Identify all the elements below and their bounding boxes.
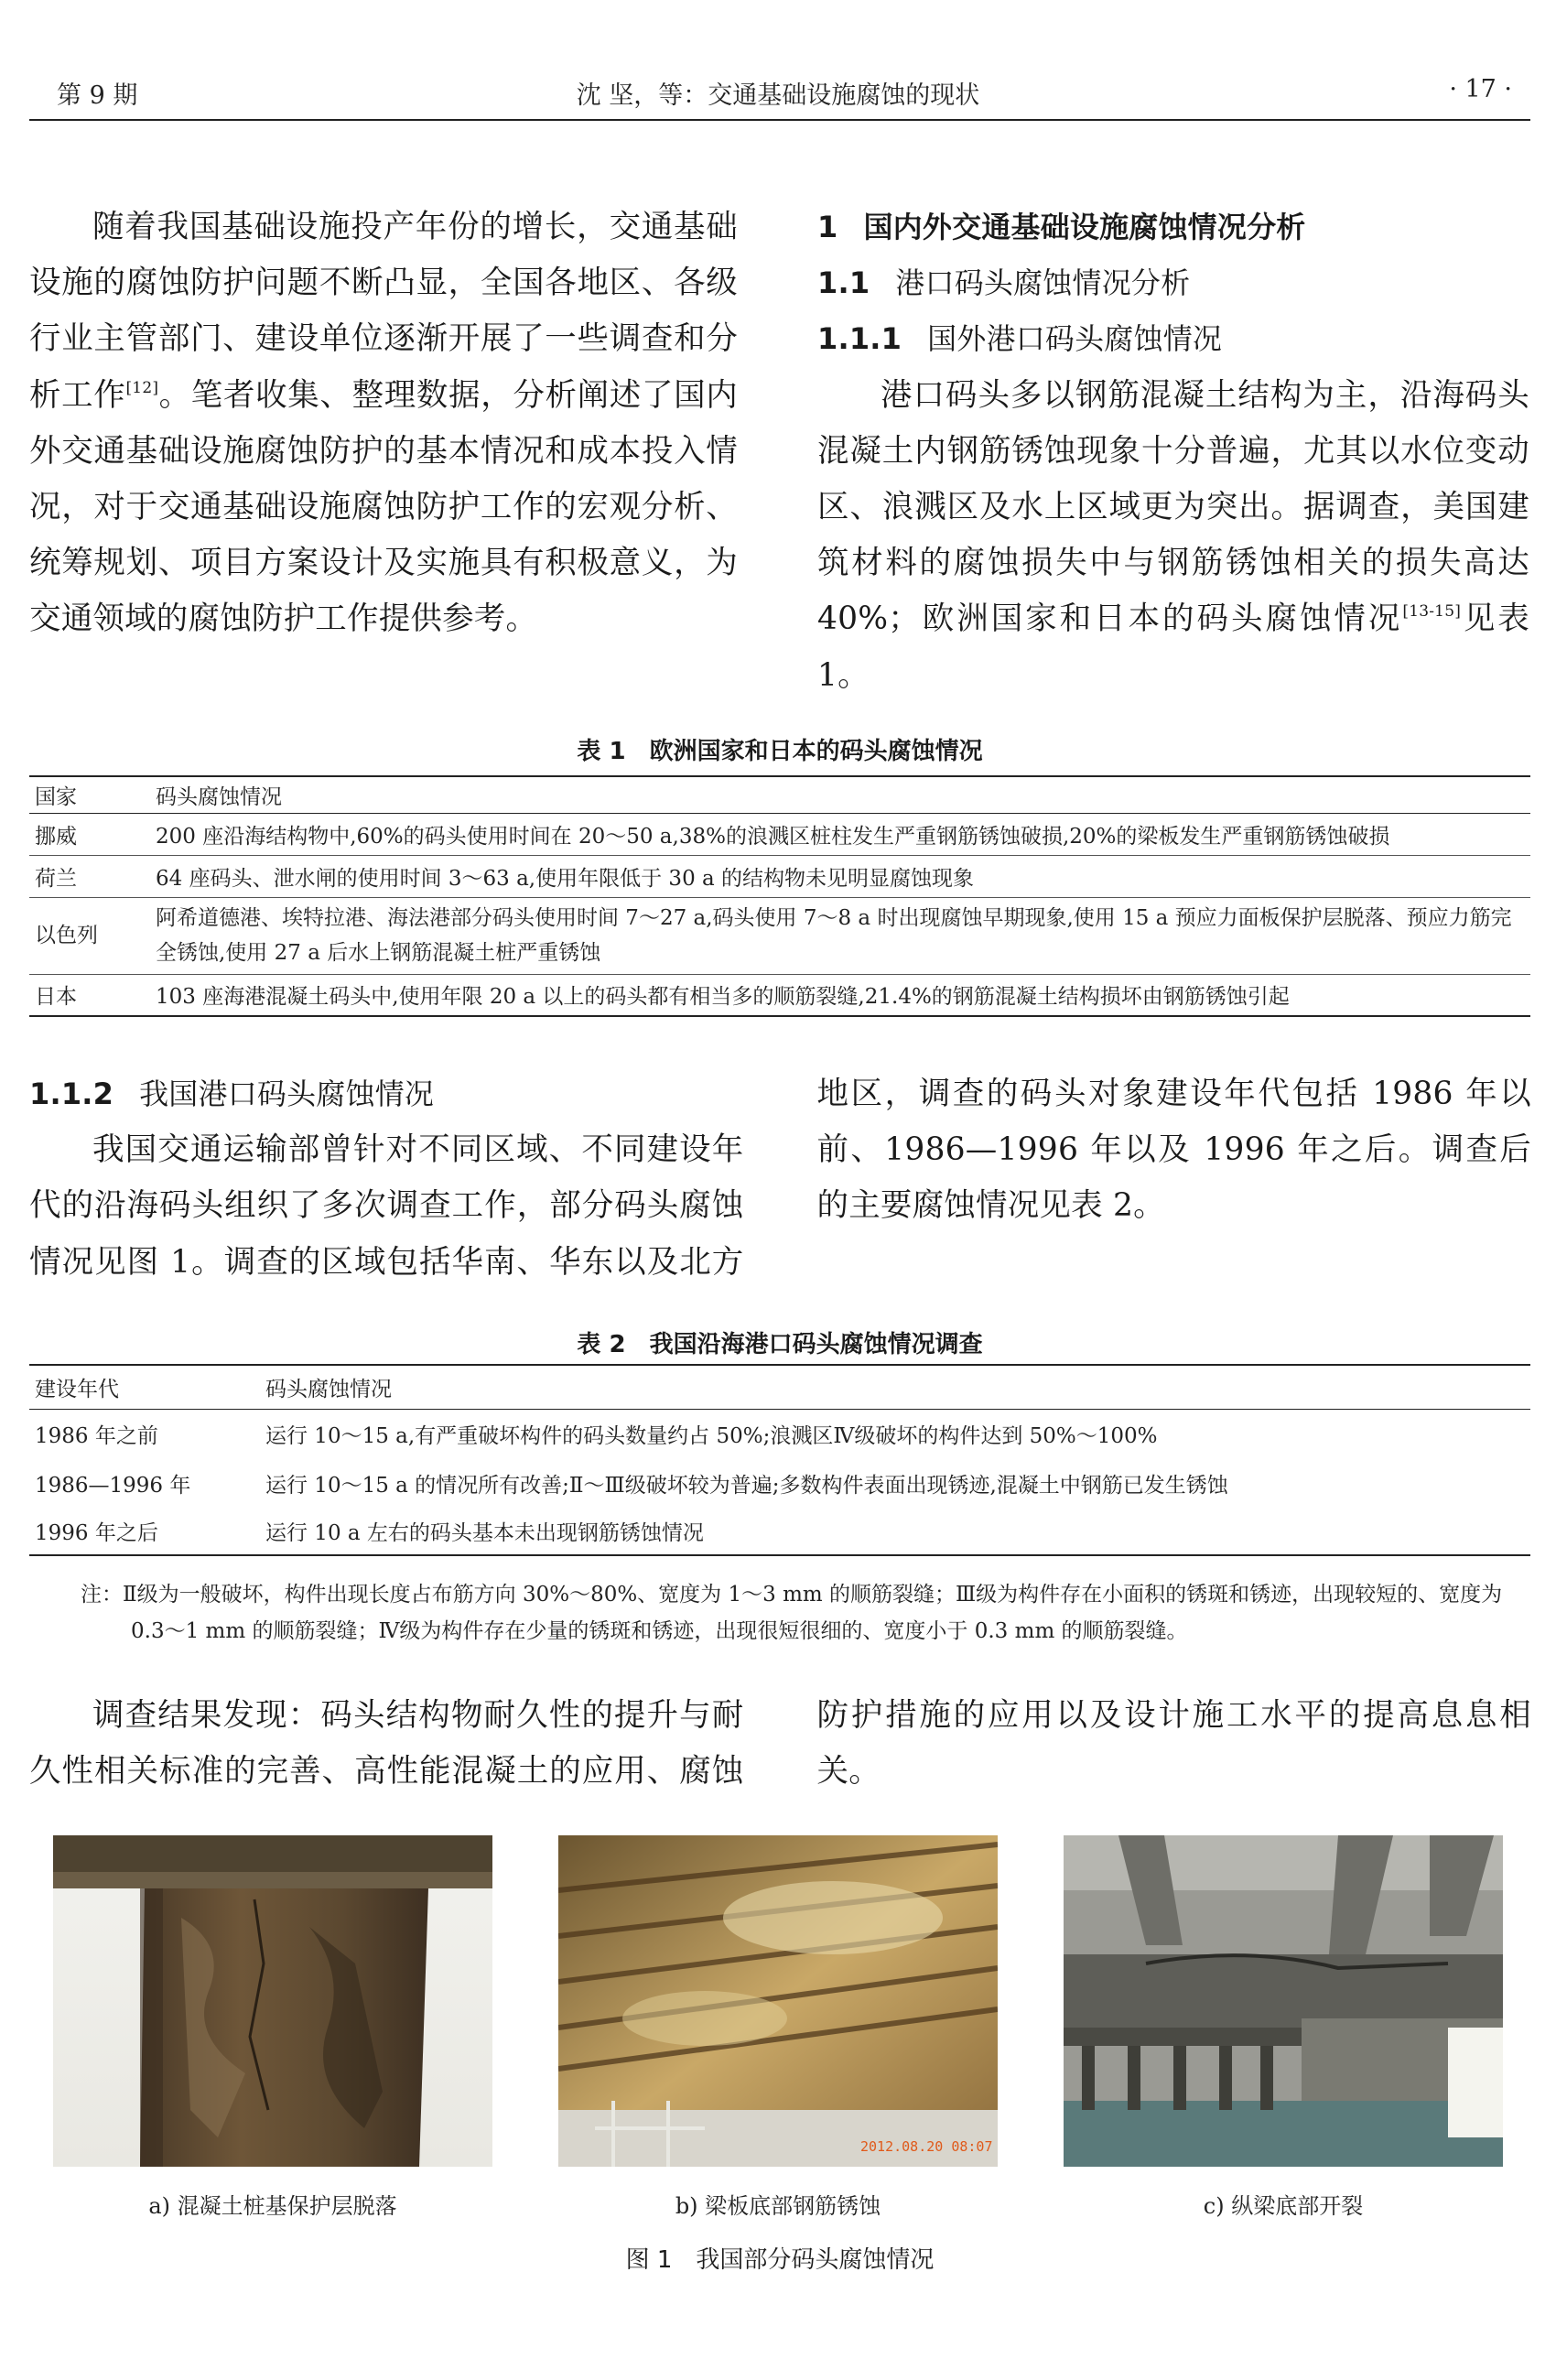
section-1-1-heading bbox=[817, 255, 1529, 311]
table-row bbox=[29, 897, 1530, 974]
page-number: · 17 · bbox=[1449, 75, 1512, 103]
para-b: 见表 1。 bbox=[817, 600, 1530, 694]
table-cell: 日本 bbox=[35, 985, 77, 1010]
table-cell: 阿希道德港、埃特拉港、海法港部分码头使用时间 7～27 a,码头使用 7～8 a 时出现腐蚀早期现象,使用 15 a 预应力面板保护层脱落、预应力筋完全锈蚀,使用 27 a 后水上钢筋混凝土桩严重锈蚀 bbox=[156, 906, 1512, 965]
section-1-1-2-block bbox=[29, 1066, 1531, 1291]
section-1-1-1-heading bbox=[817, 311, 1529, 367]
figure-1a-caption: a) 混凝土桩基保护层脱落 bbox=[148, 2193, 397, 2219]
para-a: 港口码头多以钢筋混凝土结构为主，沿海码头混凝土内钢筋锈蚀现象十分普遍，尤其以水位变动区、浪溅区及水上区域更为突出。据调查，美国建筑材料的腐蚀损失中与钢筋锈蚀相关的损失高达 40%；欧洲国家和日本的码头腐蚀情况 bbox=[817, 376, 1529, 638]
table-cell: 103 座海港混凝土码头中,使用年限 20 a 以上的码头都有相当多的顺筋裂缝,21.4%的钢筋混凝土结构损坏由钢筋锈蚀引起 bbox=[156, 985, 1290, 1010]
section-1-block bbox=[817, 200, 1529, 704]
table-cell: 1986 年之前 bbox=[35, 1423, 158, 1448]
table-row bbox=[29, 974, 1530, 1016]
photo-b-slab-rebar-corrosion bbox=[558, 1835, 998, 2167]
table-1 bbox=[29, 775, 1530, 1017]
table-cell: 运行 10 a 左右的码头基本未出现钢筋锈蚀情况 bbox=[265, 1521, 704, 1545]
photo-c-drawing bbox=[1064, 1835, 1503, 2167]
section-1-1-2-number: 1.1.2 bbox=[29, 1076, 114, 1111]
table-cell: 64 座码头、泄水闸的使用时间 3～63 a,使用年限低于 30 a 的结构物未见明显腐蚀现象 bbox=[156, 866, 975, 891]
table-header-row bbox=[29, 1365, 1530, 1409]
table-cell: 1996 年之后 bbox=[35, 1521, 158, 1545]
table-cell: 运行 10～15 a 的情况所有改善;Ⅱ～Ⅲ级破坏较为普遍;多数构件表面出现锈迹,混凝土中钢筋已发生锈蚀 bbox=[265, 1473, 1228, 1498]
figure-1c-caption: c) 纵梁底部开裂 bbox=[1203, 2193, 1364, 2219]
table-header-cell: 码头腐蚀情况 bbox=[156, 784, 282, 809]
section-1-1-2-heading bbox=[29, 1066, 744, 1122]
photo-a-pile-spalling bbox=[53, 1835, 492, 2167]
journal-issue: 第 9 期 bbox=[57, 81, 138, 110]
section-1-number: 1 bbox=[817, 210, 838, 244]
intro-text-a: 随着我国基础设施投产年份的增长，交通基础设施的腐蚀防护问题不断凸显，全国各地区、各级行业主管部门、建设单位逐渐开展了一些调查和分析工作 bbox=[29, 209, 738, 414]
table-header-cell: 建设年代 bbox=[35, 1377, 119, 1401]
table-cell: 运行 10～15 a,有严重破坏构件的码头数量约占 50%;浪溅区Ⅳ级破坏的构件达到 50%～100% bbox=[265, 1423, 1158, 1448]
section-1-1-number: 1.1 bbox=[817, 265, 870, 301]
table-cell: 以色列 bbox=[35, 924, 98, 947]
section-1-1-1-number: 1.1.1 bbox=[817, 321, 902, 357]
figure-1b-caption: b) 梁板底部钢筋锈蚀 bbox=[675, 2193, 881, 2219]
table-row bbox=[29, 813, 1530, 855]
section-1-heading bbox=[817, 200, 1529, 255]
section-1-1-title: 港口码头腐蚀情况分析 bbox=[895, 265, 1191, 301]
running-title: 沈 坚，等：交通基础设施腐蚀的现状 bbox=[576, 81, 980, 110]
table-row bbox=[29, 1458, 1530, 1508]
table-row bbox=[29, 1409, 1530, 1458]
conclusion-block bbox=[29, 1688, 1531, 1807]
section-1-1-1-paragraph bbox=[817, 368, 1529, 704]
table-2-note: 注：Ⅱ级为一般破坏，构件出现长度占布筋方向 30%～80%、宽度为 1～3 mm 的顺筋裂缝；Ⅲ级为构件存在小面积的锈斑和锈迹，出现较短的、宽度为 0.3～1 mm 的顺筋裂缝；Ⅳ级为构件存在少量的锈斑和锈迹，出现很短很细的、宽度小于 0.3 mm 的顺筋裂缝。 bbox=[81, 1583, 1503, 1643]
table-1-caption: 表 1 欧洲国家和日本的码头腐蚀情况 bbox=[577, 738, 983, 765]
para-ref: [13-15] bbox=[1402, 602, 1462, 622]
section-1-1-2-title: 我国港口码头腐蚀情况 bbox=[139, 1076, 435, 1111]
figure-1-caption: 图 1 我国部分码头腐蚀情况 bbox=[625, 2246, 935, 2274]
photo-a-drawing bbox=[53, 1835, 492, 2167]
section-1-1-1-title: 国外港口码头腐蚀情况 bbox=[927, 321, 1223, 357]
table-cell: 挪威 bbox=[35, 824, 77, 849]
table-cell: 200 座沿海结构物中,60%的码头使用时间在 20～50 a,38%的浪溅区桩柱发生严重钢筋锈蚀破损,20%的梁板发生严重钢筋锈蚀破损 bbox=[156, 824, 1390, 849]
section-1-1-2-paragraph: 我国交通运输部曾针对不同区域、不同建设年代的沿海码头组织了多次调查工作，部分码头腐蚀情况见图 1。调查的区域包括华南、华东以及北方地区，调查的码头对象建设年代包括 1986 年以前、1986—1996 年以及 1996 年之后。调查后的主要腐蚀情况见表 2。 bbox=[29, 1076, 1531, 1281]
conclusion-paragraph: 调查结果发现：码头结构物耐久性的提升与耐久性相关标准的完善、高性能混凝土的应用、腐蚀防护措施的应用以及设计施工水平的提高息息相关。 bbox=[29, 1697, 1531, 1790]
intro-paragraph bbox=[29, 200, 738, 648]
header-rule bbox=[29, 119, 1530, 121]
table-header-cell: 码头腐蚀情况 bbox=[265, 1377, 392, 1401]
table-cell: 荷兰 bbox=[35, 866, 77, 891]
photo-c-girder-cracking bbox=[1064, 1835, 1503, 2167]
table-2 bbox=[29, 1364, 1530, 1556]
intro-text-b: 。笔者收集、整理数据，分析阐述了国内外交通基础设施腐蚀防护的基本情况和成本投入情况，对于交通基础设施腐蚀防护工作的宏观分析、统筹规划、项目方案设计及实施具有积极意义，为交通领域的腐蚀防护工作提供参考。 bbox=[29, 376, 738, 638]
table-header-cell: 国家 bbox=[35, 784, 77, 809]
photo-b-drawing bbox=[558, 1835, 998, 2167]
table-header-row bbox=[29, 776, 1530, 813]
table-cell: 1986—1996 年 bbox=[35, 1473, 191, 1498]
photo-date-stamp: 2012.08.20 08:07 bbox=[860, 2138, 993, 2155]
table-row bbox=[29, 1508, 1530, 1555]
section-1-title: 国内外交通基础设施腐蚀情况分析 bbox=[863, 210, 1306, 244]
intro-ref: [12] bbox=[125, 378, 159, 397]
table-row bbox=[29, 855, 1530, 897]
table-2-caption: 表 2 我国沿海港口码头腐蚀情况调查 bbox=[577, 1331, 983, 1358]
